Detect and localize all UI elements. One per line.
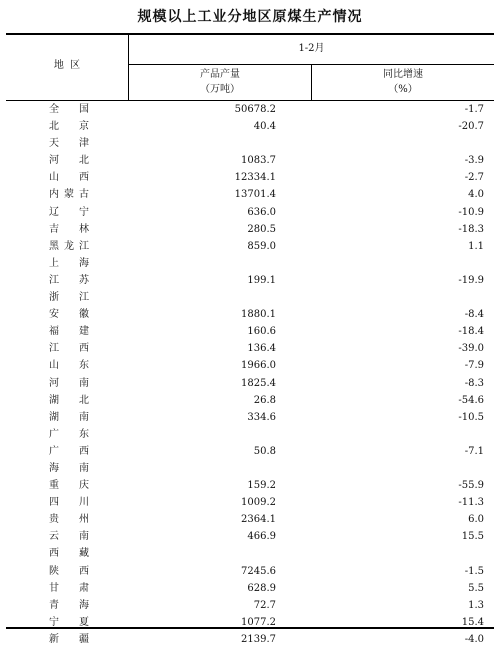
growth-value: -3.9 [464, 155, 484, 167]
region-name: 黑龙江 [49, 240, 89, 252]
region-header: 地 区 [53, 60, 81, 71]
table-row [6, 392, 494, 409]
period-header: 1-2月 [298, 43, 325, 54]
table-row [6, 289, 494, 306]
region-name: 吉林 [49, 223, 89, 235]
growth-header-label: 同比增速 [383, 69, 423, 80]
growth-value: -39.0 [458, 343, 484, 355]
region-name: 辽宁 [49, 206, 89, 218]
table-row [6, 614, 494, 631]
output-value: 2139.7 [241, 633, 276, 645]
region-name: 山西 [49, 172, 89, 184]
table-body [6, 101, 494, 648]
growth-value: 15.4 [461, 616, 484, 628]
growth-value: -8.4 [464, 309, 484, 321]
region-name: 青海 [49, 599, 89, 611]
region-name: 浙江 [49, 292, 89, 304]
growth-value: -2.7 [464, 172, 484, 184]
growth-value: -54.6 [458, 394, 484, 406]
output-value: 72.7 [253, 599, 276, 611]
growth-header-unit: （%） [388, 84, 418, 95]
region-name: 天津 [49, 138, 89, 150]
region-name: 江西 [49, 343, 89, 355]
growth-value: -10.9 [458, 206, 484, 218]
table-row [6, 597, 494, 614]
output-value: 280.5 [247, 223, 276, 235]
growth-value: 6.0 [468, 514, 484, 526]
table-row [6, 477, 494, 494]
growth-value: -1.7 [464, 104, 484, 115]
table-row [6, 238, 494, 255]
region-name: 湖北 [49, 394, 89, 406]
table-row [6, 186, 494, 203]
table-row [6, 323, 494, 340]
growth-value: 4.0 [468, 189, 484, 201]
region-name: 广西 [49, 445, 89, 457]
output-value: 1880.1 [241, 309, 276, 321]
table-row [6, 460, 494, 477]
growth-value: -7.1 [464, 445, 484, 457]
growth-value: 15.5 [461, 531, 484, 543]
table-row [6, 221, 494, 238]
output-value: 50.8 [253, 445, 276, 457]
region-name: 北京 [49, 121, 89, 133]
output-value: 466.9 [247, 531, 276, 543]
region-name: 内蒙古 [49, 189, 89, 201]
region-name: 贵州 [49, 514, 89, 526]
region-name: 全国 [49, 104, 89, 115]
table-row [6, 494, 494, 511]
table-row [6, 426, 494, 443]
growth-value: -4.0 [464, 633, 484, 645]
page-title: 规模以上工业分地区原煤生产情况 [137, 9, 363, 25]
growth-value: -55.9 [458, 480, 484, 492]
growth-value: -10.5 [458, 411, 484, 423]
output-value: 40.4 [253, 121, 276, 133]
output-value: 50678.2 [234, 104, 276, 115]
growth-value: -18.4 [458, 326, 484, 338]
region-name: 新疆 [49, 633, 89, 645]
output-header-unit: （万吨） [200, 84, 240, 95]
table-row [6, 357, 494, 374]
output-value: 199.1 [247, 274, 276, 286]
region-name: 山东 [49, 360, 89, 372]
region-name: 重庆 [49, 480, 89, 492]
table-row [6, 272, 494, 289]
table-row [6, 528, 494, 545]
table-row [6, 255, 494, 272]
table-row [6, 631, 494, 648]
output-value: 628.9 [247, 582, 276, 594]
table-row [6, 545, 494, 562]
growth-value: -11.3 [458, 497, 484, 509]
output-value: 859.0 [247, 240, 276, 252]
table-row [6, 306, 494, 323]
region-name: 四川 [49, 497, 89, 509]
region-name: 云南 [49, 531, 89, 543]
growth-value: 1.1 [468, 240, 484, 252]
table-row [6, 375, 494, 392]
output-value: 7245.6 [241, 565, 276, 577]
region-name: 海南 [49, 462, 89, 474]
table-row [6, 101, 494, 118]
growth-value: -19.9 [458, 274, 484, 286]
output-value: 159.2 [247, 480, 276, 492]
output-value: 1077.2 [241, 616, 276, 628]
growth-value: 5.5 [468, 582, 484, 594]
region-name: 甘肃 [49, 582, 89, 594]
table-row [6, 169, 494, 186]
output-value: 12334.1 [234, 172, 276, 184]
output-value: 1083.7 [241, 155, 276, 167]
output-value: 636.0 [247, 206, 276, 218]
growth-value: -1.5 [464, 565, 484, 577]
region-name: 宁夏 [49, 616, 89, 628]
growth-value: -8.3 [464, 377, 484, 389]
output-value: 1825.4 [241, 377, 276, 389]
growth-value: 1.3 [468, 599, 484, 611]
table-row [6, 340, 494, 357]
region-name: 河北 [49, 155, 89, 167]
region-name: 福建 [49, 326, 89, 338]
region-name: 河南 [49, 377, 89, 389]
growth-value: -20.7 [458, 121, 484, 133]
output-value: 136.4 [247, 343, 276, 355]
table-row [6, 204, 494, 221]
region-name: 江苏 [49, 274, 89, 286]
region-name: 广东 [49, 428, 89, 440]
region-name: 上海 [49, 257, 89, 269]
output-value: 334.6 [247, 411, 276, 423]
output-value: 1009.2 [241, 497, 276, 509]
table-row [6, 580, 494, 597]
growth-value: -18.3 [458, 223, 484, 235]
output-value: 2364.1 [241, 514, 276, 526]
table-row [6, 152, 494, 169]
output-value: 26.8 [253, 394, 276, 406]
region-name: 安徽 [49, 309, 89, 321]
region-name: 陕西 [49, 565, 89, 577]
table-row [6, 511, 494, 528]
table-row [6, 443, 494, 460]
region-name: 西藏 [49, 548, 89, 560]
output-header-label: 产品产量 [200, 69, 240, 80]
output-value: 160.6 [247, 326, 276, 338]
region-name: 湖南 [49, 411, 89, 423]
growth-value: -7.9 [464, 360, 484, 372]
output-value: 13701.4 [234, 189, 276, 201]
table-row [6, 409, 494, 426]
table-row [6, 135, 494, 152]
output-value: 1966.0 [241, 360, 276, 372]
table-row [6, 563, 494, 580]
table-top-rule [6, 33, 494, 35]
table-row [6, 118, 494, 135]
